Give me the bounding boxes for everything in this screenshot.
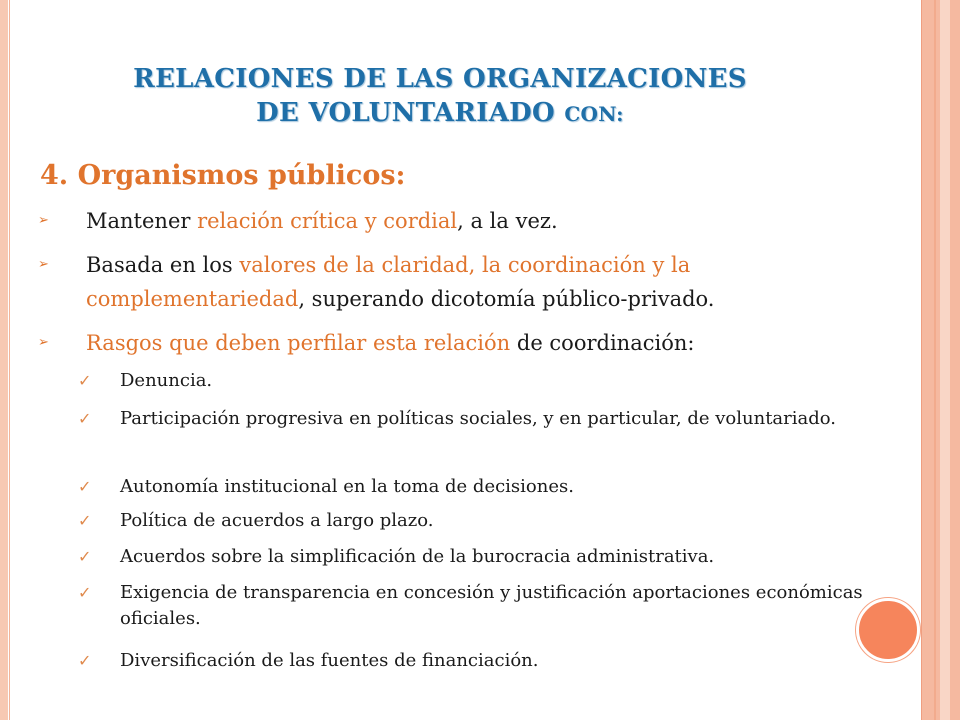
right-border-band (940, 0, 950, 720)
right-border-line (921, 0, 922, 720)
title-line-2-small: CON: (564, 102, 624, 126)
check-text: Acuerdos sobre la simplificación de la burocracia administrativa. (120, 546, 715, 567)
check-text: Participación progresiva en políticas sociales, y en particular, de voluntariado. (120, 408, 837, 429)
arrow-bullet-icon: ➢ (38, 335, 49, 350)
slide-title (0, 62, 880, 131)
check-text: Autonomía institucional en la toma de decisiones. (120, 476, 574, 497)
check-text: Denuncia. (120, 370, 213, 391)
arrow-bullet-icon: ➢ (38, 213, 49, 228)
checkmark-icon: ✓ (78, 547, 92, 566)
checkmark-icon: ✓ (78, 409, 92, 428)
bullet-plain-text: , a la vez. (457, 209, 558, 233)
checkmark-icon: ✓ (78, 583, 92, 602)
checkmark-icon: ✓ (78, 511, 92, 530)
bullet-highlight-text: relación crítica y cordial (197, 209, 458, 233)
bullet-text (86, 248, 886, 316)
check-text: Diversificación de las fuentes de financiación. (120, 650, 539, 671)
checkmark-icon: ✓ (78, 651, 92, 670)
bullet-text (86, 326, 886, 360)
checkmark-icon: ✓ (78, 477, 92, 496)
title-line-2 (0, 96, 880, 131)
bullet-plain-text: Mantener (86, 209, 198, 233)
bullet-text (86, 204, 886, 238)
right-border-line (934, 0, 936, 720)
bullet-highlight-text: Rasgos que deben perfilar esta relación (86, 331, 511, 355)
bullet-plain-text: Basada en los (86, 253, 240, 277)
bullet-plain-text: , superando dicotomía público-privado. (298, 287, 715, 311)
checkmark-icon: ✓ (78, 371, 92, 390)
check-text: Exigencia de transparencia en concesión y justificación aportaciones económicas oficiales. (120, 582, 863, 629)
title-line-2-main: DE VOLUNTARIADO (256, 98, 565, 128)
section-heading: 4. Organismos públicos: (40, 160, 406, 191)
bullet-highlight-text: valores de la claridad, la coordinación y la complementariedad (86, 253, 691, 311)
check-text: Política de acuerdos a largo plazo. (120, 510, 434, 531)
bullet-plain-text: de coordinación: (510, 331, 695, 355)
title-line-1: RELACIONES DE LAS ORGANIZACIONES (133, 64, 747, 94)
arrow-bullet-icon: ➢ (38, 257, 49, 272)
